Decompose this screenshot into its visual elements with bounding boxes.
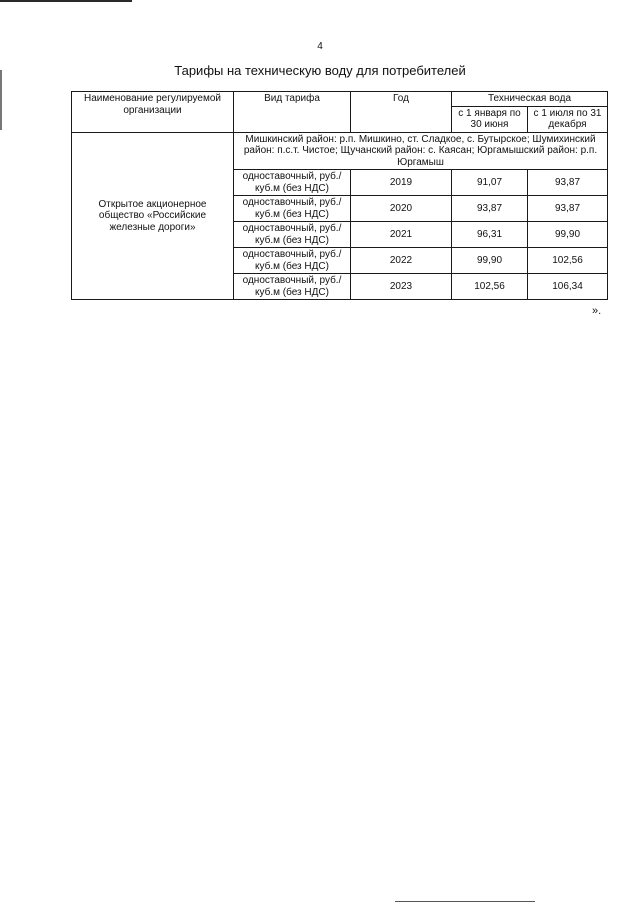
closing-quote: ». <box>592 305 602 317</box>
page-title: Тарифы на техническую воду для потребителей <box>174 63 466 78</box>
tariff-second-half-cell: 102,56 <box>528 248 608 274</box>
page-number: 4 <box>317 41 323 52</box>
tariff-first-half-cell: 96,31 <box>452 222 528 248</box>
header-organization: Наименование регулируемой организации <box>72 92 234 133</box>
organization-name: Открытое акционерное общество «Российские железные дороги» <box>72 132 234 300</box>
tariff-second-half-cell: 93,87 <box>528 196 608 222</box>
tariff-type-cell: одноставочный, руб./куб.м (без НДС) <box>234 196 351 222</box>
year-cell: 2023 <box>351 274 452 300</box>
tariff-first-half-cell: 99,90 <box>452 248 528 274</box>
tariff-type-cell: одноставочный, руб./куб.м (без НДС) <box>234 274 351 300</box>
territory-description: Мишкинский район: р.п. Мишкино, ст. Сладкое, с. Бутырское; Шумихинский район: п.с.т. Чистое; Щучанский район: с. Каясан; Юргамышский район: р.п. Юргамыш <box>234 132 608 170</box>
header-period-second-half: с 1 июля по 31 декабря <box>528 106 608 132</box>
year-cell: 2022 <box>351 248 452 274</box>
tariff-type-cell: одноставочный, руб./куб.м (без НДС) <box>234 170 351 196</box>
tariff-second-half-cell: 93,87 <box>528 170 608 196</box>
header-period-first-half: с 1 января по 30 июня <box>452 106 528 132</box>
year-cell: 2020 <box>351 196 452 222</box>
header-tariff-type: Вид тарифа <box>234 92 351 133</box>
tariff-first-half-cell: 102,56 <box>452 274 528 300</box>
header-technical-water: Техническая вода <box>452 92 608 107</box>
tariff-type-cell: одноставочный, руб./куб.м (без НДС) <box>234 222 351 248</box>
scan-edge-mark-bottom <box>395 901 535 902</box>
year-cell: 2019 <box>351 170 452 196</box>
scan-edge-mark-left <box>0 70 2 130</box>
tariff-type-cell: одноставочный, руб./куб.м (без НДС) <box>234 248 351 274</box>
tariff-table <box>71 91 608 300</box>
header-year: Год <box>351 92 452 133</box>
year-cell: 2021 <box>351 222 452 248</box>
scan-edge-mark-top <box>0 0 132 2</box>
tariff-second-half-cell: 106,34 <box>528 274 608 300</box>
territory-row <box>72 132 608 170</box>
tariff-first-half-cell: 93,87 <box>452 196 528 222</box>
tariff-first-half-cell: 91,07 <box>452 170 528 196</box>
tariff-second-half-cell: 99,90 <box>528 222 608 248</box>
header-row <box>72 92 608 107</box>
